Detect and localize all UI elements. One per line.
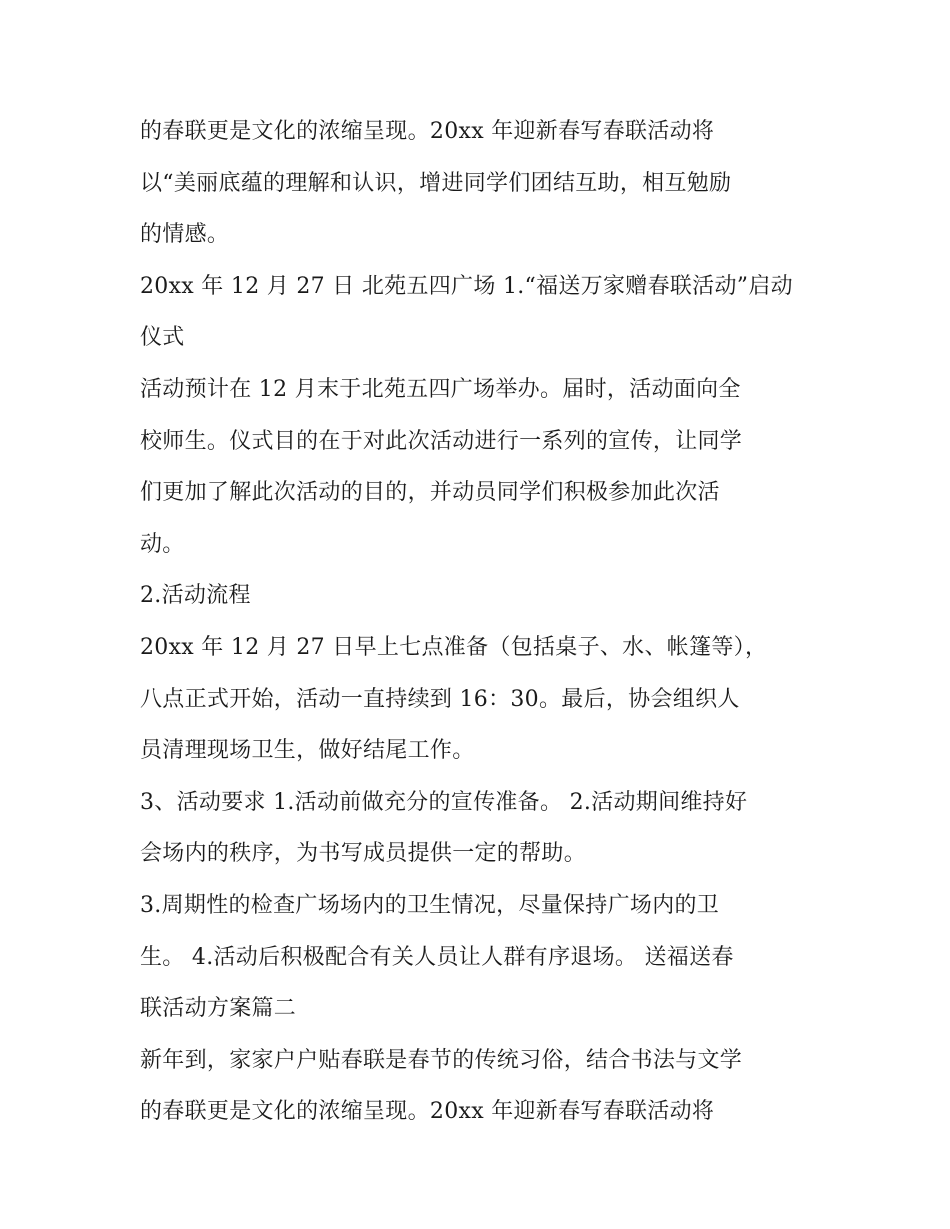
text-line: 员清理现场卫生，做好结尾工作。 — [140, 738, 475, 764]
text-line: 校师生。仪式目的在于对此次活动进行一系列的宣传，让同学 — [140, 428, 743, 454]
section-heading: 2.活动流程 — [140, 583, 251, 609]
text-line: 会场内的秩序，为书写成员提供一定的帮助。 — [140, 841, 587, 867]
text-line: 动。 — [140, 531, 185, 557]
text-line: 新年到，家家户户贴春联是春节的传统习俗，结合书法与文学 — [140, 1047, 743, 1073]
text-line: 3、活动要求 1.活动前做充分的宣传准备。 2.活动期间维持好 — [140, 789, 748, 815]
text-line: 联活动方案篇二 — [140, 996, 297, 1022]
text-line: 仪式 — [140, 325, 185, 351]
text-line: 20xx 年 12 月 27 日 北苑五四广场 1.“福送万家赠春联活动”启动 — [140, 273, 793, 299]
text-line: 们更加了解此次活动的目的，并动员同学们积极参加此次活 — [140, 480, 720, 506]
text-line: 生。 4.活动后积极配合有关人员让人群有序退场。 送福送春 — [140, 944, 734, 970]
document-body — [140, 106, 820, 1138]
text-line: 20xx 年 12 月 27 日早上七点准备（包括桌子、水、帐篷等）， — [140, 634, 768, 660]
text-line: 以“美丽底蕴的理解和认识，增进同学们团结互助，相互勉励 — [140, 170, 732, 196]
text-line: 活动预计在 12 月末于北苑五四广场举办。届时，活动面向全 — [140, 376, 741, 402]
text-line: 3.周期性的检查广场场内的卫生情况，尽量保持广场内的卫 — [140, 892, 720, 918]
text-line: 的春联更是文化的浓缩呈现。20xx 年迎新春写春联活动将 — [140, 119, 715, 144]
text-line: 的春联更是文化的浓缩呈现。20xx 年迎新春写春联活动将 — [140, 1099, 715, 1125]
text-line: 的情感。 — [140, 222, 230, 248]
text-line: 八点正式开始，活动一直持续到 16：30。最后，协会组织人 — [140, 686, 740, 712]
